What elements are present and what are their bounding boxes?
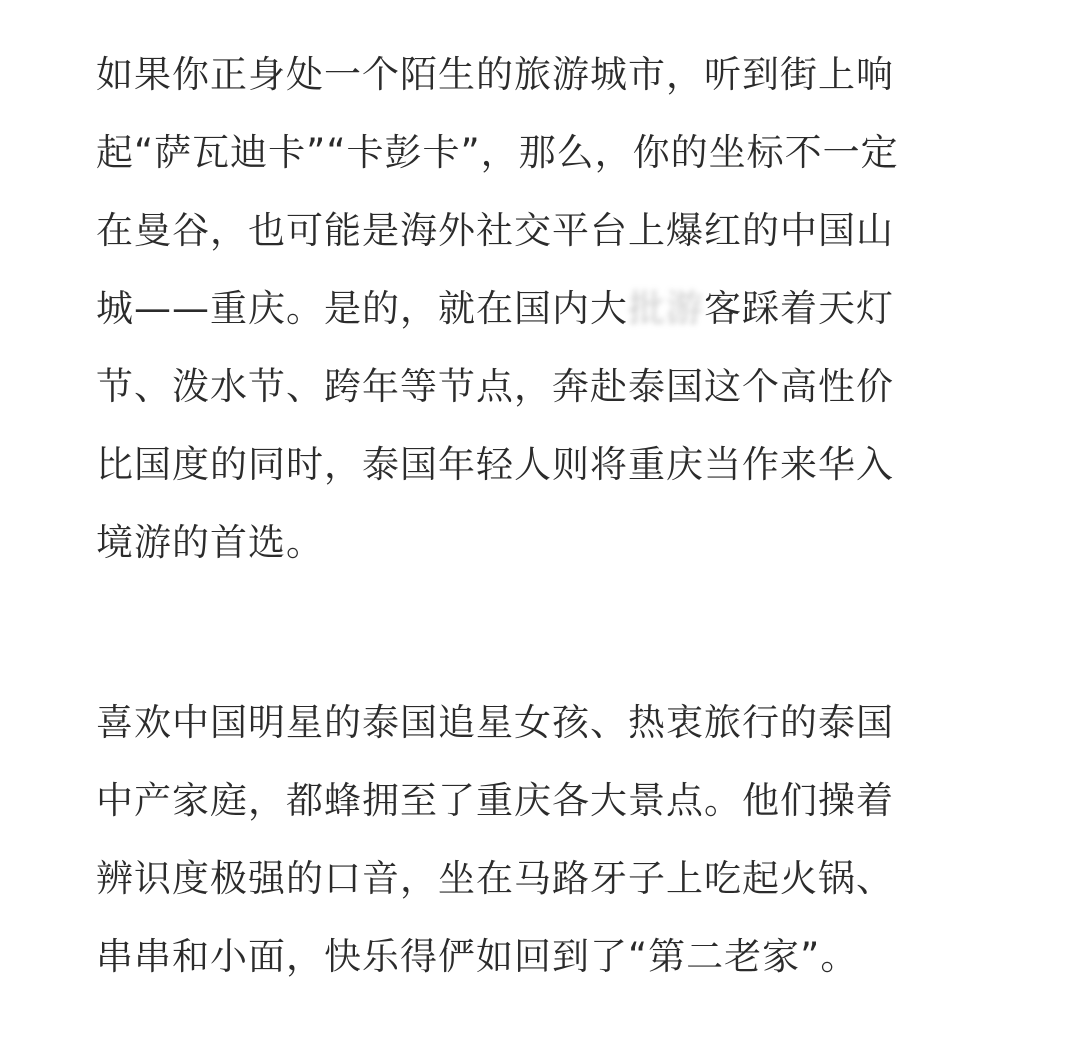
text-line: 节、泼水节、跨年等节点，奔赴泰国这个高性价 [96,365,894,408]
text-segment: 城——重庆。是的，就在国内大 [96,287,628,330]
text-line [96,270,996,348]
obscured-text: 批游 [628,287,704,330]
text-line: 比国度的同时，泰国年轻人则将重庆当作来华入 [96,443,894,486]
text-line: 喜欢中国明星的泰国追星女孩、热衷旅行的泰国 [96,701,894,744]
text-line: 如果你正身处一个陌生的旅游城市，听到街上响 [96,53,894,96]
paragraph-2 [96,684,996,996]
text-line: 在曼谷，也可能是海外社交平台上爆红的中国山 [96,209,894,252]
text-line: 串串和小面，快乐得俨如回到了“第二老家”。 [96,935,859,978]
text-line: 境游的首选。 [96,521,324,564]
text-line: 起“萨瓦迪卡”“卡彭卡”，那么，你的坐标不一定 [96,131,899,174]
text-line: 中产家庭，都蜂拥至了重庆各大景点。他们操着 [96,779,894,822]
paragraph-1 [96,36,996,582]
text-line: 辨识度极强的口音，坐在马路牙子上吃起火锅、 [96,857,894,900]
text-segment: 客踩着天灯 [704,287,894,330]
